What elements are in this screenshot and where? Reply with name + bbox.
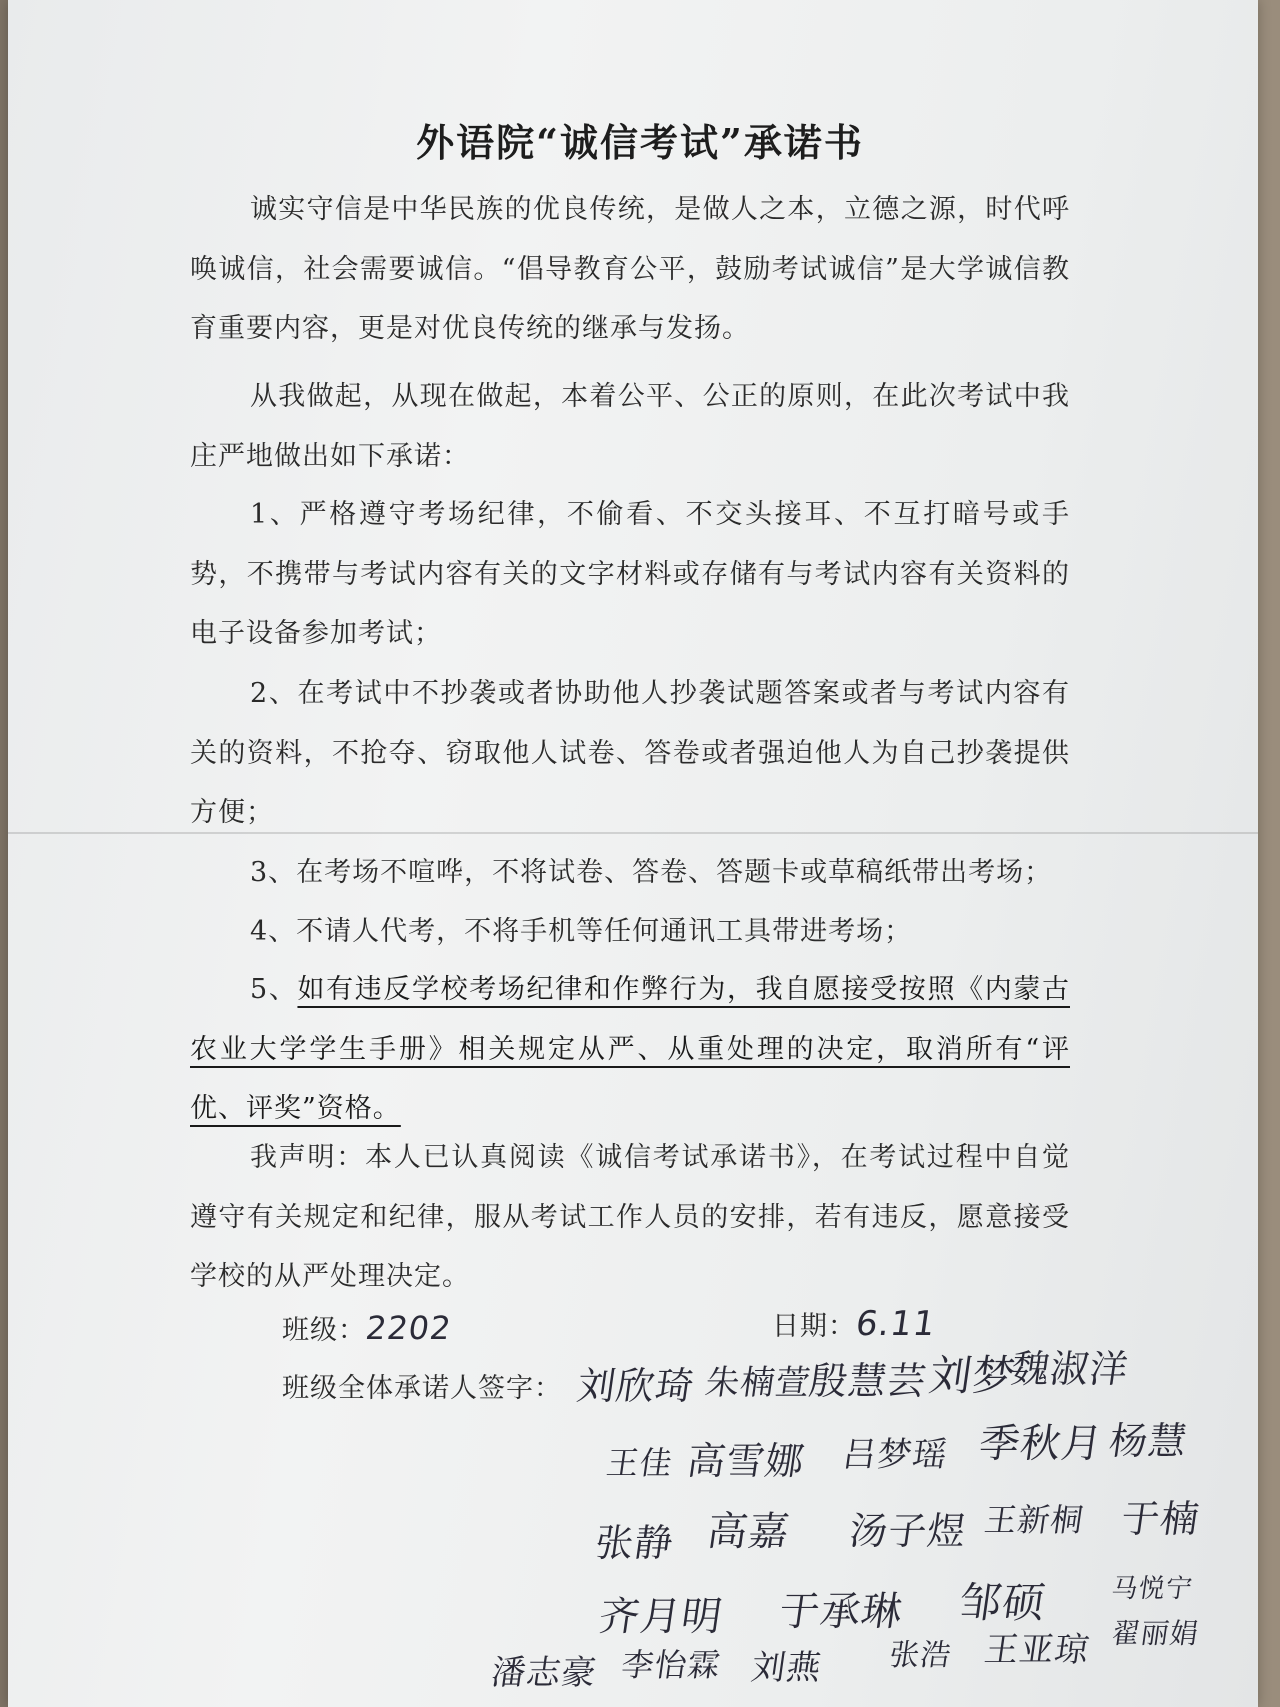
signature: 马悦宁 (1109, 1574, 1195, 1604)
signature: 汤子煜 (846, 1509, 970, 1553)
date-value: 6.11 (853, 1304, 939, 1344)
signature: 刘梦 (926, 1351, 1020, 1400)
signature: 高嘉 (704, 1509, 793, 1555)
pledge-item-1: 1、严格遵守考场纪律，不偷看、不交头接耳、不互打暗号或手势，不携带与考试内容有关的文字材料或存储有与考试内容有关资料的电子设备参加考试； (190, 499, 1070, 649)
signature: 齐月明 (596, 1594, 726, 1640)
signature: 刘燕 (748, 1648, 825, 1688)
signature: 张静 (592, 1521, 677, 1565)
signature: 王佳 (604, 1444, 676, 1482)
signers-label: 班级全体承诺人签字： (282, 1373, 562, 1404)
signature: 王新桐 (982, 1501, 1087, 1539)
signature: 杨慧 (1106, 1419, 1191, 1463)
class-field (282, 1308, 455, 1347)
class-value: 2202 (363, 1309, 455, 1347)
signature: 殷慧芸 (806, 1359, 930, 1403)
page-title: 外语院“诚信考试”承诺书 (416, 120, 864, 165)
pledge-item-4: 4、不请人代考，不将手机等任何通讯工具带进考场； (250, 916, 913, 947)
pledge-item-2: 2、在考试中不抄袭或者协助他人抄袭试题答案或者与考试内容有关的资料，不抢夺、窃取他人试卷、答卷或者强迫他人为自己抄袭提供方便； (190, 678, 1070, 828)
signature: 张浩 (887, 1638, 954, 1673)
pledge-item-5-number: 5、 (250, 974, 298, 1005)
signature: 朱楠萱 (702, 1363, 814, 1403)
pledge-item-3: 3、在考场不喧哗，不将试卷、答卷、答题卡或草稿纸带出考场； (250, 857, 1053, 888)
class-label: 班级： (282, 1315, 366, 1346)
pledge-item-5 (190, 960, 1070, 1139)
declaration: 我声明：本人已认真阅读《诚信考试承诺书》，在考试过程中自觉遵守有关规定和纪律，服从考试工作人员的安排，若有违反，愿意接受学校的从严处理决定。 (190, 1142, 1070, 1292)
signature: 于楠 (1118, 1497, 1203, 1541)
signature: 魏淑洋 (1008, 1347, 1132, 1391)
date-field (772, 1304, 939, 1344)
signature: 刘欣琦 (574, 1364, 698, 1408)
paragraph-intro: 诚实守信是中华民族的优良传统，是做人之本，立德之源，时代呼唤诚信，社会需要诚信。“倡导教育公平，鼓励考试诚信”是大学诚信教育重要内容，更是对优良传统的继承与发扬。 (190, 194, 1070, 344)
signature: 翟丽娟 (1109, 1617, 1202, 1650)
signature: 邹硕 (956, 1578, 1050, 1627)
signature: 李怡霖 (619, 1646, 724, 1684)
signature: 高雪娜 (684, 1439, 808, 1483)
signature: 于承琳 (776, 1589, 906, 1635)
signature: 王亚琼 (981, 1630, 1093, 1670)
signature: 潘志豪 (488, 1653, 600, 1693)
date-label: 日期： (772, 1311, 856, 1342)
paragraph-pledge-intro: 从我做起，从现在做起，本着公平、公正的原则，在此次考试中我庄严地做出如下承诺： (190, 381, 1070, 472)
pledge-item-5-text: 如有违反学校考场纪律和作弊行为，我自愿接受按照《内蒙古农业大学学生手册》相关规定从严、从重处理的决定，取消所有“评优、评奖”资格。 (190, 974, 1070, 1124)
signature: 吕梦瑶 (839, 1435, 951, 1475)
signature: 季秋月 (976, 1421, 1106, 1467)
